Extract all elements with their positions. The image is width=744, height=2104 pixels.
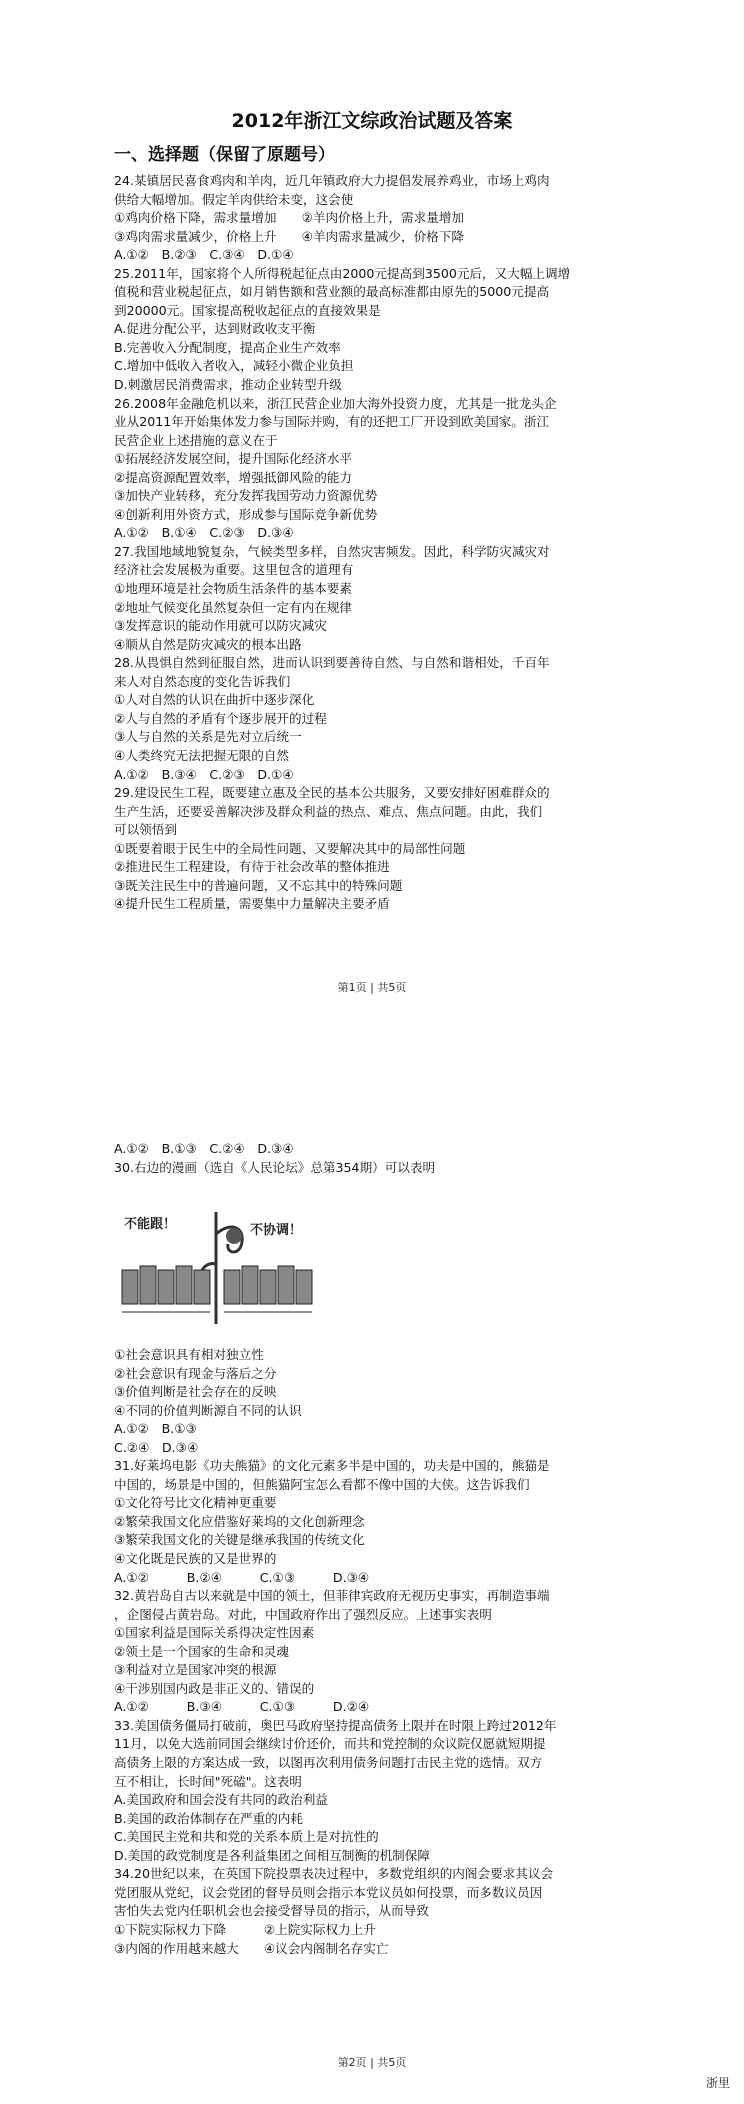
cartoon-illustration xyxy=(118,1204,314,1324)
text-line: 34.20世纪以来，在英国下院投票表决过程中，多数党组织的内阁会要求其议会 xyxy=(114,1866,554,1882)
text-line: ②繁荣我国文化应借鉴好莱坞的文化创新理念 xyxy=(114,1513,365,1529)
text-line: D.美国的政党制度是各利益集团之间相互制衡的机制保障 xyxy=(114,1847,430,1863)
text-line: 生产生活，还要妥善解决涉及群众利益的热点、难点、焦点问题。由此，我们 xyxy=(114,803,543,819)
text-line: 中国的，场景是中国的，但熊猫阿宝怎么看都不像中国的大侠。这告诉我们 xyxy=(114,1476,530,1492)
cartoon-left-caption: 不能跟！ xyxy=(124,1217,177,1232)
text-line: ③价值判断是社会存在的反映 xyxy=(114,1384,277,1400)
section-heading: 一、选择题（保留了原题号） xyxy=(114,145,335,165)
text-line: C.增加中低收入者收入，减轻小微企业负担 xyxy=(114,358,354,374)
page-2-footer: 第2页 | 共5页 xyxy=(337,2056,407,2069)
text-line: 来人对自然态度的变化告诉我们 xyxy=(114,673,291,689)
text-line: ①社会意识具有相对独立性 xyxy=(114,1347,264,1362)
text-line: ，企图侵占黄岩岛。对此，中国政府作出了强烈反应。上述事实表明 xyxy=(114,1606,492,1622)
text-line: 24.某镇居民喜食鸡肉和羊肉，近几年镇政府大力提倡发展养鸡业，市场上鸡肉 xyxy=(114,173,550,188)
text-line: ②领土是一个国家的生命和灵魂 xyxy=(114,1643,290,1659)
text-line: 32.黄岩岛自古以来就是中国的领土，但菲律宾政府无视历史事实，再制造事端 xyxy=(114,1588,550,1604)
text-line: A.①② B.②③ C.③④ D.①④ xyxy=(114,247,294,263)
cartoon-figure-head xyxy=(226,1228,242,1244)
text-line: A.促进分配公平，达到财政收支平衡 xyxy=(114,321,316,337)
text-line: 可以领悟到 xyxy=(114,822,177,838)
text-line: 25.2011年，国家将个人所得税起征点由2000元提高到3500元后，又大幅上调增 xyxy=(114,265,571,281)
text-line: A.①② B.②④ C.①③ D.③④ xyxy=(114,1569,370,1585)
text-line: 29.建设民生工程，既要建立惠及全民的基本公共服务，又要安排好困难群众的 xyxy=(114,785,550,801)
text-line: 11月，以免大选前同国会继续讨价还价，而共和党控制的众议院仅愿就短期提 xyxy=(114,1736,546,1752)
text-line: 业从2011年开始集体发力参与国际并购，有的还把工厂开设到欧美国家。浙江 xyxy=(114,414,550,430)
page-1-body xyxy=(114,172,634,914)
text-line: ④创新利用外资方式，形成参与国际竞争新优势 xyxy=(114,506,378,522)
text-line: ①鸡肉价格下降，需求量增加 ②羊肉价格上升，需求量增加 xyxy=(114,210,465,226)
text-line: ①国家利益是国际关系得决定性因素 xyxy=(114,1625,315,1641)
text-line: 供给大幅增加。假定羊肉供给未变，这会使 xyxy=(114,191,354,207)
text-line: A.美国政府和国会没有共同的政治利益 xyxy=(114,1792,328,1808)
page-2-top xyxy=(114,1140,634,1177)
text-line: ①地理环境是社会物质生活条件的基本要素 xyxy=(114,581,352,597)
text-line: ①人对自然的认识在曲折中逐步深化 xyxy=(114,692,315,708)
page-1-footer: 第1页 | 共5页 xyxy=(337,981,407,994)
text-line: A.①② B.①④ C.②③ D.③④ xyxy=(114,525,294,541)
text-line: ④顺从自然是防灾减灾的根本出路 xyxy=(114,636,302,652)
text-line: ①文化符号比文化精神更重要 xyxy=(114,1495,277,1511)
text-line: B.完善收入分配制度，提高企业生产效率 xyxy=(114,339,341,355)
text-line: ③利益对立是国家冲突的根源 xyxy=(114,1662,277,1678)
cartoon-right-caption: 不协调！ xyxy=(250,1223,303,1238)
text-line: ③发挥意识的能动作用就可以防灾减灾 xyxy=(114,618,327,634)
text-line: ③人与自然的关系是先对立后统一 xyxy=(114,729,302,745)
text-line: 33.美国债务僵局打破前，奥巴马政府坚持提高债务上限并在时限上跨过2012年 xyxy=(114,1717,557,1733)
text-line: 互不相让，长时间"死磕"。这表明 xyxy=(114,1773,302,1789)
text-line: ③鸡肉需求量减少，价格上升 ④羊肉需求量减少，价格下降 xyxy=(114,228,465,244)
text-line: 26.2008年金融危机以来，浙江民营企业加大海外投资力度，尤其是一批龙头企 xyxy=(114,395,557,411)
text-line: A.①② B.③④ C.①③ D.②④ xyxy=(114,1699,370,1715)
text-line: A.①② B.③④ C.②③ D.①④ xyxy=(114,766,294,782)
text-line: ④提升民生工程质量，需要集中力量解决主要矛盾 xyxy=(114,896,390,912)
text-line: ④人类终究无法把握无限的自然 xyxy=(114,747,290,763)
text-line: ④不同的价值判断源自不同的认识 xyxy=(114,1402,302,1418)
cartoon-right-crowd xyxy=(224,1266,312,1312)
text-line: 党团服从党纪，议会党团的督导员则会指示本党议员如何投票，而多数议员因 xyxy=(114,1884,543,1900)
text-line: ②地址气候变化虽然复杂但一定有内在规律 xyxy=(114,599,352,615)
text-line: 民营企业上述措施的意义在于 xyxy=(114,432,278,448)
document-title: 2012年浙江文综政治试题及答案 xyxy=(231,110,513,132)
text-line: B.美国的政治体制存在严重的内耗 xyxy=(114,1810,303,1826)
text-line: 28.从畏惧自然到征服自然，进而认识到要善待自然、与自然和谐相处，千百年 xyxy=(114,655,550,671)
text-line: ③加快产业转移，充分发挥我国劳动力资源优势 xyxy=(114,488,378,504)
text-line: A.①② B.①③ xyxy=(114,1421,197,1437)
text-line: ④干涉别国内政是非正义的、错误的 xyxy=(114,1680,315,1696)
text-line: ①既要着眼于民生中的全局性问题、又要解决其中的局部性问题 xyxy=(114,840,466,856)
corner-watermark: 浙里 xyxy=(705,2076,730,2090)
text-line: 害怕失去党内任职机会也会接受督导员的指示，从而导致 xyxy=(114,1903,429,1919)
text-line: 31.好莱坞电影《功夫熊猫》的文化元素多半是中国的，功夫是中国的，熊猫是 xyxy=(114,1458,550,1474)
text-line: ①下院实际权力下降 ②上院实际权力上升 xyxy=(114,1921,376,1937)
cartoon-left-crowd xyxy=(122,1266,210,1312)
text-line: 高债务上限的方案达成一致，以图再次利用债务问题打击民主党的选情。双方 xyxy=(114,1755,543,1771)
text-line: ③内阁的作用越来越大 ④议会内阁制名存实亡 xyxy=(114,1940,389,1956)
text-line: D.刺激居民消费需求，推动企业转型升级 xyxy=(114,377,342,393)
text-line: 到20000元。国家提高税收起征点的直接效果是 xyxy=(114,302,381,318)
page-2-body xyxy=(114,1346,634,1958)
text-line: 27.我国地域地貌复杂，气候类型多样，自然灾害频发。因此，科学防灾减灾对 xyxy=(114,543,550,559)
text-line: 值税和营业税起征点，如月销售额和营业额的最高标准都由原先的5000元提高 xyxy=(114,284,550,300)
text-line: ①拓展经济发展空间，提升国际化经济水平 xyxy=(114,451,352,467)
text-line: C.美国民主党和共和党的关系本质上是对抗性的 xyxy=(114,1829,379,1845)
text-line: ④文化既是民族的又是世界的 xyxy=(114,1551,277,1567)
text-line: ②推进民生工程建设，有待于社会改革的整体推进 xyxy=(114,859,390,875)
text-line: ③既关注民生中的普遍问题，又不忘其中的特殊问题 xyxy=(114,877,403,893)
text-line: ③繁荣我国文化的关键是继承我国的传统文化 xyxy=(114,1532,365,1548)
text-line: ②人与自然的矛盾有个逐步展开的过程 xyxy=(114,710,327,726)
text-line: C.②④ D.③④ xyxy=(114,1439,199,1455)
text-line: ②社会意识有现金与落后之分 xyxy=(114,1365,277,1381)
text-line: 30.右边的漫画（选自《人民论坛》总第354期）可以表明 xyxy=(114,1159,436,1175)
text-line: 经济社会发展极为重要。这里包含的道理有 xyxy=(114,562,354,578)
text-line: A.①② B.①③ C.②④ D.③④ xyxy=(114,1141,294,1156)
text-line: ②提高资源配置效率，增强抵御风险的能力 xyxy=(114,469,352,485)
